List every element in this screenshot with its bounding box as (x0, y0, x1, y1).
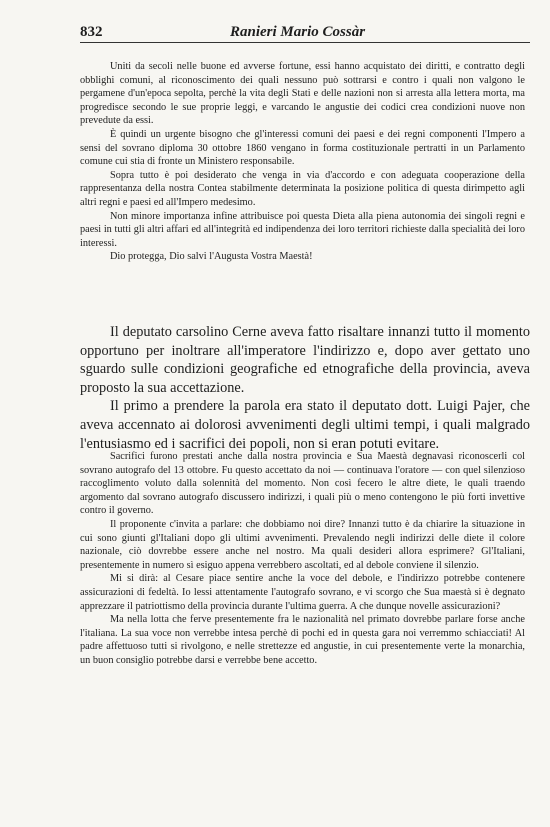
paragraph: Sacrifici furono prestati anche dalla nostra provincia e Sua Maestà degnavasi riconoscerli col sovrano autografo del 13 ottobre. Fu questo accettato da noi — continuava l'oratore — con quel silenzioso raccoglimento voluto dalla solennità del momento. Non così fecero le altre diete, le quali traendo argomento dal sovrano autografo discussero indirizzi, i quali più o meno contengono le più forti invettive contro il governo. (80, 451, 525, 517)
paragraph: Dio protegga, Dio salvi l'Augusta Vostra Maestà! (110, 251, 313, 263)
paragraph: Ma nella lotta che ferve presentemente fra le nazionalità nel primato dovrebbe parlare forse anche l'italiana. La sua voce non verrebbe intesa perchè di pochi ed in questa gara noi verremmo schiacciati! Al padre affettuoso tutti si rivolgono, e nelle strettezze ed angustie, in cui presentemente verte la monarchia, un buon consiglio potrebbe darsi e verrebbe bene accetto. (80, 614, 525, 666)
quoted-address-text (80, 60, 525, 264)
paragraph: Uniti da secoli nelle buone ed avverse fortune, essi hanno acquistato dei diritti, e contratto degli obblighi comuni, al riconoscimento dei quali nessuno può sottrarsi e contro i quali non valgono le pergamene d'un'epoca sepolta, perchè la vita degli Stati e delle nazioni non si arresta alla lettera morta, ma progredisce secondo le sue proprie leggi, e varcando le angustie dei codici crea condizioni nuove non prevedute da essi. (80, 61, 525, 127)
header-rule (80, 42, 530, 43)
paragraph: Il proponente c'invita a parlare: che dobbiamo noi dire? Innanzi tutto è da chiarire la situazione in cui sono giunti gl'Italiani dopo gli ultimi avvenimenti. Prevalendo negli indirizzi delle diete il colore nazionale, ciò dovrebbe essere anche nel nostro. Ma quali desideri allora esprimere? Gl'Italiani, presentemente in numero sì esiguo appena verrebbero ascoltati, ed al debole conviene il silenzio. (80, 518, 525, 571)
paragraph: Sopra tutto è poi desiderato che venga in via d'accordo e con adeguata cooperazione della rappresentanza della nostra Contea stabilmente determinata la posizione politica di questa dirimpetto agli altri regni e paesi ed all'Impero medesimo. (80, 169, 525, 208)
paragraph: È quindi un urgente bisogno che gl'interessi comuni dei paesi e dei regni componenti l'Impero a sensi del sovrano diploma 30 ottobre 1860 vengano in forma costituzionale pertratti in un Parlamento comune cui stia di fronte un Ministero responsabile. (80, 128, 525, 168)
quoted-speech-text (80, 450, 525, 668)
paragraph: Mi si dirà: al Cesare piace sentire anche la voce del debole, e l'indirizzo potrebbe contenere assicurazioni di fedeltà. Io lessi attentamente l'autografo sovrano, e vi scorgo che Sua maestà si è degnato apprezzare il patriottismo della provincia durante l'ultima guerra. A che dunque novelle assicurazioni? (80, 573, 525, 612)
paragraph: Il deputato carsolino Cerne aveva fatto risaltare innanzi tutto il momento opportuno per inoltrare all'imperatore l'indirizzo e, dopo aver gettato uno sguardo sulle condizioni geografiche ed etnografiche della provincia, aveva proposto la sua accettazione. (80, 324, 530, 396)
paragraph: Non minore importanza infine attribuisce poi questa Dieta alla piena autonomia dei singoli regni e paesi in tutti gli altri affari ed all'integrità ed indipendenza dei loro territori richieste dalla specialità dei loro interessi. (80, 210, 525, 249)
main-text (80, 323, 530, 453)
page-number: 832 (80, 24, 103, 40)
paragraph: Il primo a prendere la parola era stato il deputato dott. Luigi Pajer, che aveva accennato ai dolorosi avvenimenti degli ultimi tempi, i quali malgrado l'entusiasmo ed i sacrifici dei popoli, non si eran potuti evitare. (80, 398, 530, 452)
running-title: Ranieri Mario Cossàr (230, 24, 366, 40)
